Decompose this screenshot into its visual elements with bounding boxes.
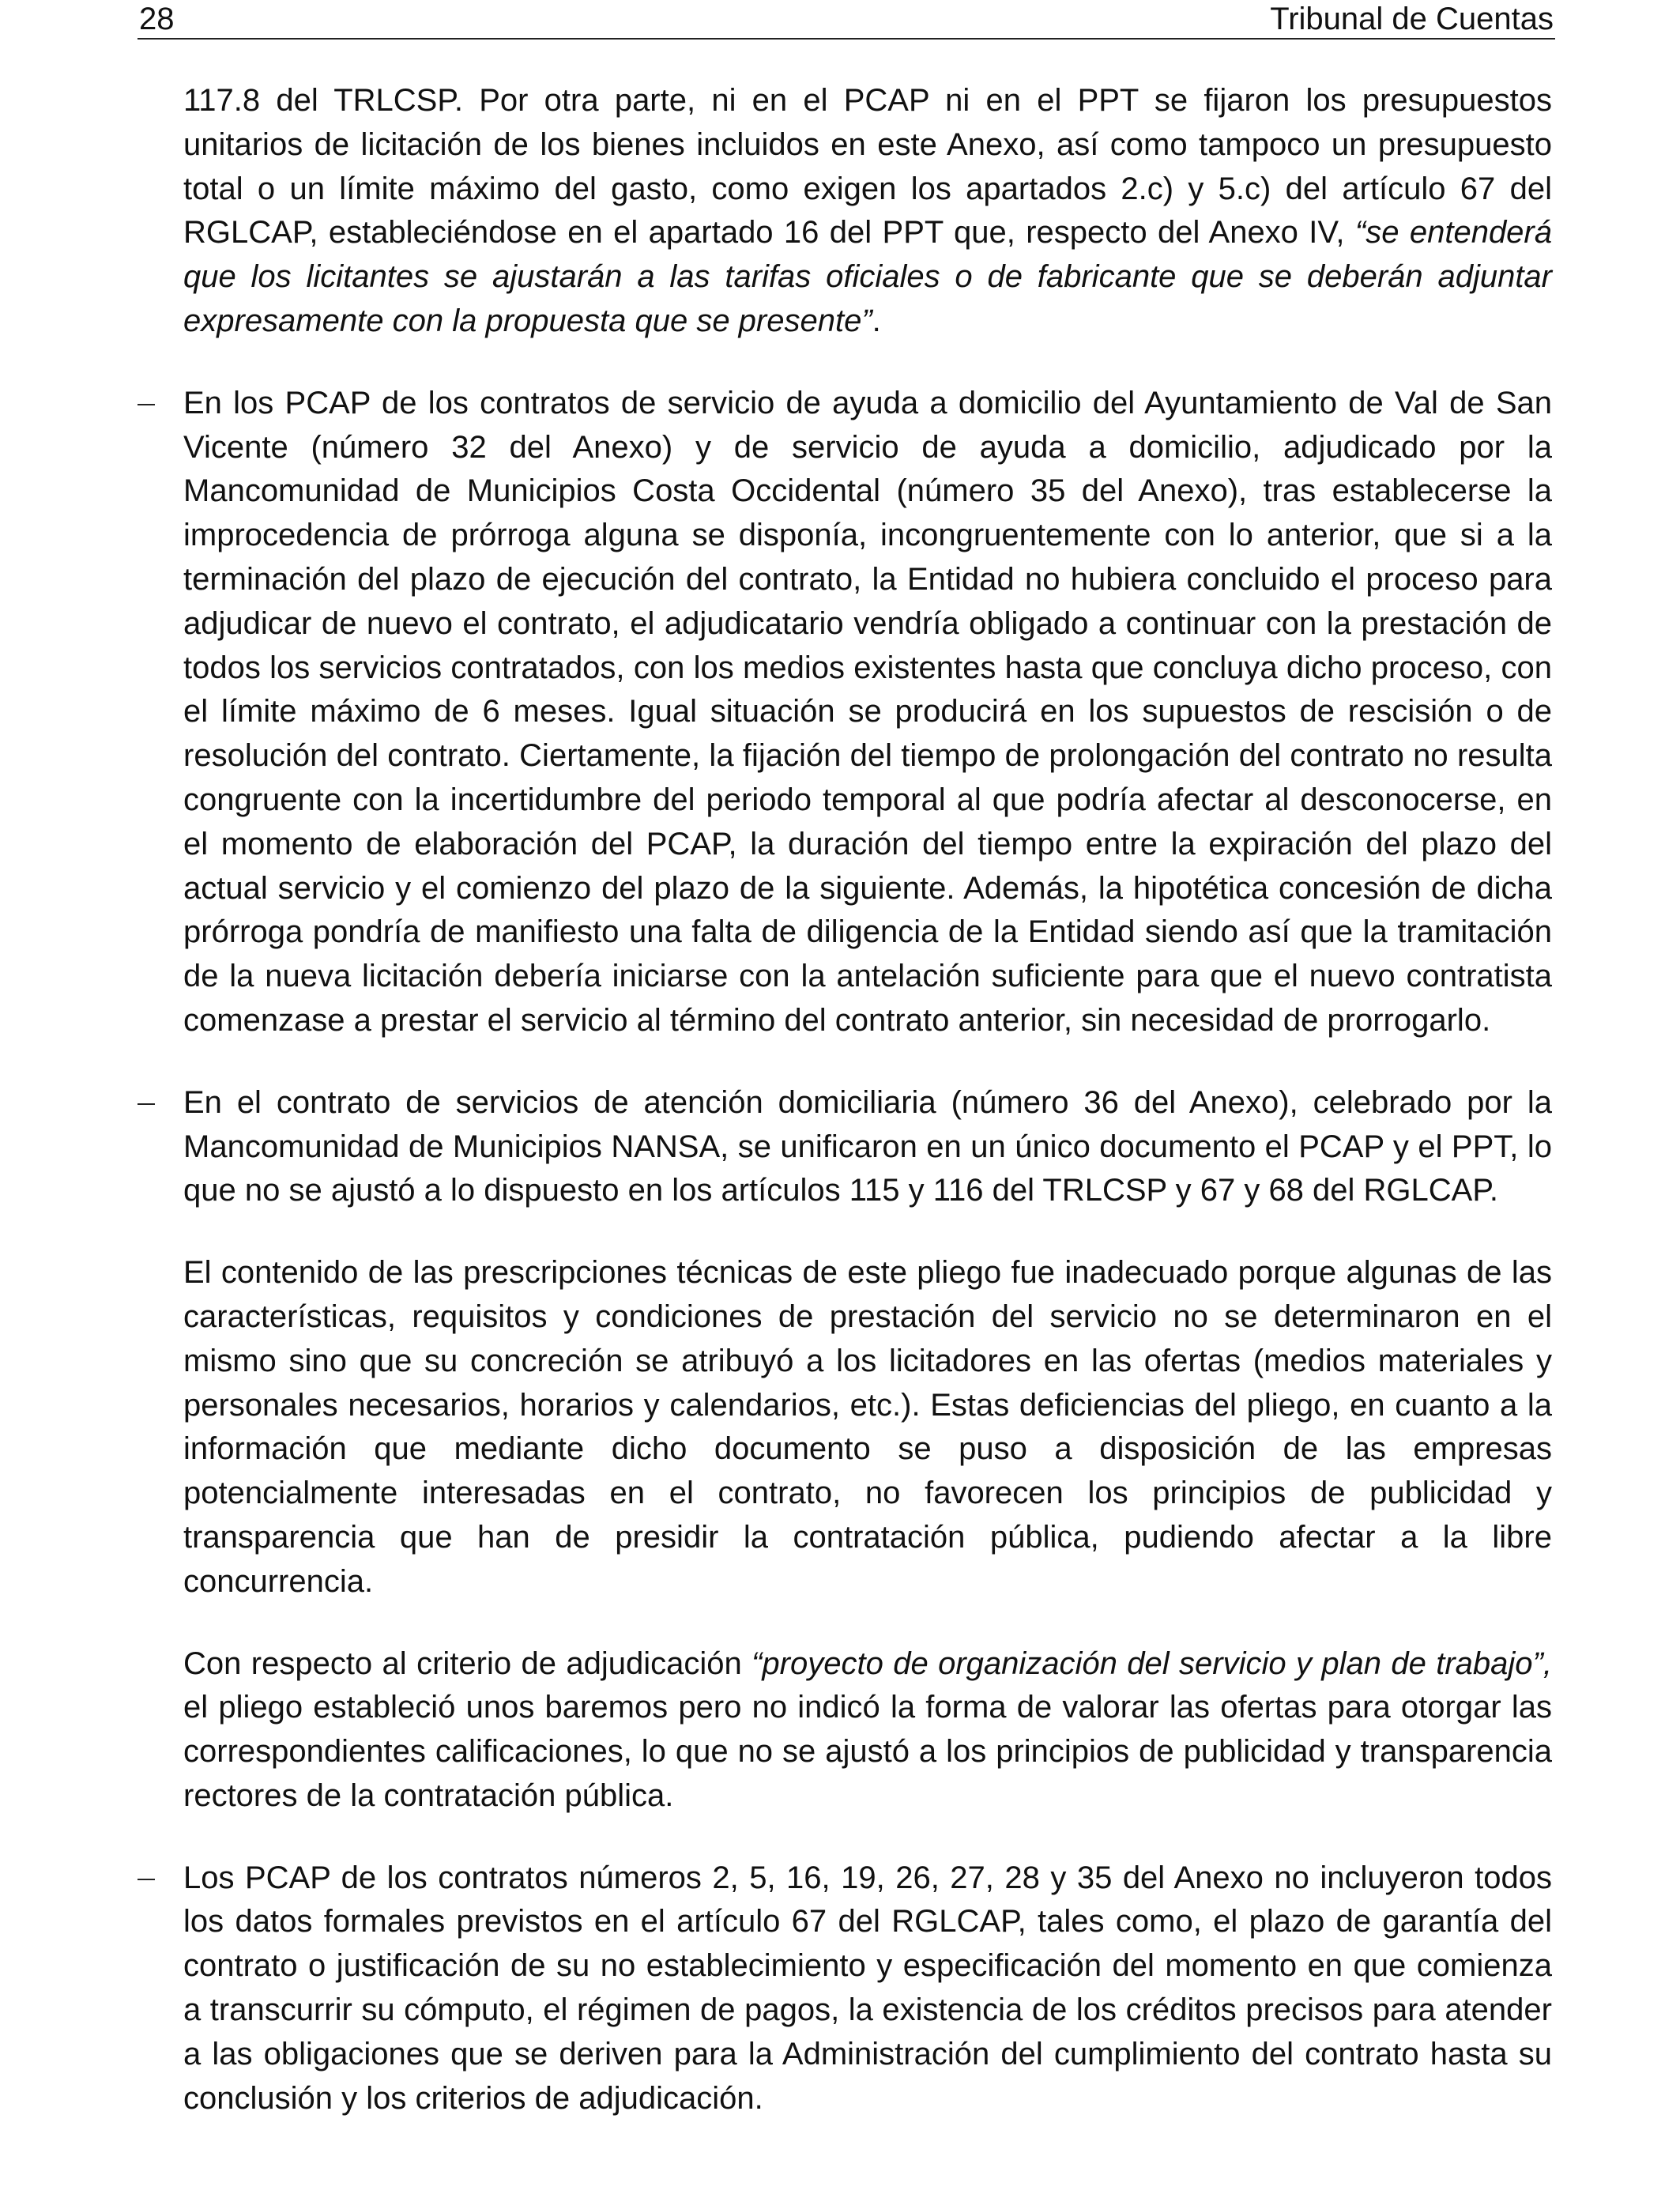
bullet-text: En los PCAP de los contratos de servicio de ayuda a domicilio del Ayuntamiento de Val de San Vicente (número 32 del Anexo) y de servicio de ayuda a domicilio, adjudicado por la Mancomunidad de Municipios Costa Occidental (número 35 del Anexo), tras establecerse la improcedencia de prórroga alguna se disponía, incongruentemente con lo anterior, que si a la terminación del plazo de ejecución del contrato, la Entidad no hubiera concluido el proceso para adjudicar de nuevo el contrato, el adjudicatario vendría obligado a continuar con la prestación de todos los servicios contratados, con los medios existentes hasta que concluya dicho proceso, con el límite máximo de 6 meses. Igual situación se producirá en los supuestos de rescisión o de resolución del contrato. Ciertamente, la fijación del tiempo de prolongación del contrato no resulta congruente con la incertidumbre del periodo temporal al que podría afectar al desconocerse, en el momento de elaboración del PCAP, la duración del tiempo entre la expiración del plazo del actual servicio y el comienzo del plazo de la siguiente. Además, la hipotética concesión de dicha prórroga pondría de manifiesto una falta de diligencia de la Entidad siendo así que la tramitación de la nueva licitación debería iniciarse con la antelación suficiente para que el nuevo contratista comenzase a prestar el servicio al término del contrato anterior, sin necesidad de prorrogarlo. — [183, 385, 1552, 1038]
bullet-text: Los PCAP de los contratos números 2, 5, 16, 19, 26, 27, 28 y 35 del Anexo no incluyeron todos los datos formales previstos en el artículo 67 del RGLCAP, tales como, el plazo de garantía del contrato o justificación de su no establecimiento y especificación del momento en que comienza a transcurrir su cómputo, el régimen de pagos, la existencia de los créditos precisos para atender a las obligaciones que se deriven para la Administración del cumplimiento del contrato hasta su conclusión y los criterios de adjudicación. — [183, 1860, 1552, 2116]
paragraph-end: . — [872, 303, 881, 338]
paragraph-technical-prescriptions — [183, 1251, 1552, 1604]
page-number: 28 — [139, 2, 175, 36]
paragraph-text: El contenido de las prescripciones técnicas de este pliego fue inadecuado porque algunas de las características, requisitos y condiciones de prestación del servicio no se determinaron en el mismo sino que su concreción se atribuyó a los licitadores en las ofertas (medios materiales y personales necesarios, horarios y calendarios, etc.). Estas deficiencias del pliego, en cuanto a la información que mediante dicho documento se puso a disposición de las empresas potencialmente interesadas en el contrato, no favorecen los principios de publicidad y transparencia que han de presidir la contratación pública, pudiendo afectar a la libre concurrencia. — [183, 1255, 1552, 1599]
quoted-text: “proyecto de organización del servicio y plan de trabajo”, — [751, 1646, 1552, 1681]
quoted-text: “se entenderá que los licitantes se ajustarán a las tarifas oficiales o de fabricante que se deberán adjuntar expresamente con la propuesta que se presente” — [183, 215, 1552, 338]
document-body — [183, 79, 1552, 2120]
bullet-item-extension — [183, 382, 1552, 1043]
running-title: Tribunal de Cuentas — [1270, 2, 1554, 36]
bullet-item-formal-data — [183, 1857, 1552, 2121]
bullet-item-nansa — [183, 1081, 1552, 1213]
paragraph-text: el pliego estableció unos baremos pero no indicó la forma de valorar las ofertas para otorgar las correspondientes calificaciones, lo que no se ajustó a los principios de publicidad y transparencia rectores de la contratación pública. — [183, 1690, 1552, 1813]
dash-bullet-icon — [137, 1857, 155, 1901]
paragraph-continuation — [183, 79, 1552, 344]
dash-bullet-icon — [137, 382, 155, 426]
bullet-text: En el contrato de servicios de atención domiciliaria (número 36 del Anexo), celebrado por la Mancomunidad de Municipios NANSA, se unificaron en un único documento el PCAP y el PPT, lo que no se ajustó a lo dispuesto en los artículos 115 y 116 del TRLCSP y 67 y 68 del RGLCAP. — [183, 1084, 1552, 1208]
paragraph-text: 117.8 del TRLCSP. Por otra parte, ni en el PCAP ni en el PPT se fijaron los presupuestos unitarios de licitación de los bienes incluidos en este Anexo, así como tampoco un presupuesto total o un límite máximo del gasto, como exigen los apartados 2.c) y 5.c) del artículo 67 del RGLCAP, estableciéndose en el apartado 16 del PPT que, respecto del Anexo IV, — [183, 83, 1552, 251]
dash-bullet-icon — [137, 1081, 155, 1125]
paragraph-award-criterion — [183, 1642, 1552, 1819]
paragraph-text: Con respecto al criterio de adjudicación — [183, 1646, 752, 1681]
page-header — [137, 0, 1555, 40]
